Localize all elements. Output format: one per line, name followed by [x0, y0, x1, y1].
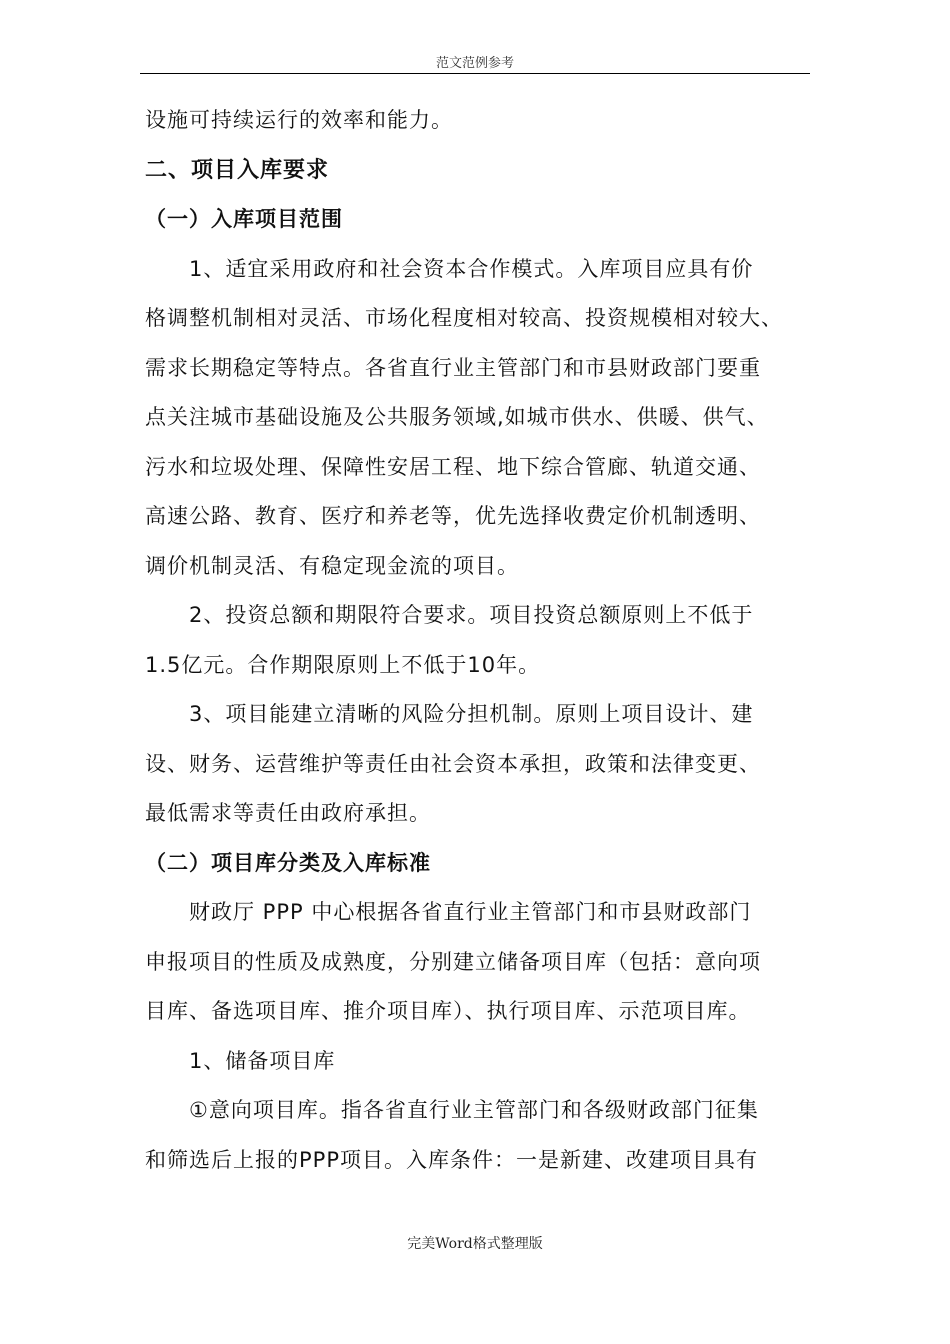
body-text-line: 最低需求等责任由政府承担。: [145, 801, 431, 825]
header-divider: [140, 73, 810, 74]
paragraph-first-line: ①意向项目库。指各省直行业主管部门和各级财政部门征集: [189, 1098, 759, 1122]
paragraph-first-line: 3、项目能建立清晰的风险分担机制。原则上项目设计、建: [189, 702, 754, 726]
paragraph-first-line: 2、投资总额和期限符合要求。项目投资总额原则上不低于: [189, 603, 754, 627]
body-text-line: 设施可持续运行的效率和能力。: [145, 108, 453, 132]
body-text-line: 设、财务、运营维护等责任由社会资本承担，政策和法律变更、: [145, 751, 761, 776]
document-body: [145, 96, 815, 1185]
body-text-line: 格调整机制相对灵活、市场化程度相对较高、投资规模相对较大、: [145, 306, 783, 330]
subsection-heading: （二）项目库分类及入库标准: [145, 850, 431, 875]
page-header: 范文范例参考: [435, 56, 514, 71]
subsection-heading: （一）入库项目范围: [145, 207, 343, 231]
body-text-line: 点关注城市基础设施及公共服务领域,如城市供水、供暖、供气、: [145, 405, 769, 429]
page-footer: 完美Word格式整理版: [407, 1236, 543, 1252]
body-text-line: 1.5亿元。合作期限原则上不低于10年。: [145, 652, 541, 677]
paragraph-first-line: 1、储备项目库: [189, 1048, 336, 1073]
body-text-line: 污水和垃圾处理、保障性安居工程、地下综合管廊、轨道交通、: [145, 454, 761, 479]
body-text-line: 高速公路、教育、医疗和养老等，优先选择收费定价机制透明、: [145, 504, 761, 528]
paragraph-first-line: 1、适宜采用政府和社会资本合作模式。入库项目应具有价: [189, 256, 754, 281]
paragraph-first-line: 财政厅 PPP 中心根据各省直行业主管部门和市县财政部门: [189, 900, 752, 924]
body-text-line: 目库、备选项目库、推介项目库）、执行项目库、示范项目库。: [145, 999, 751, 1023]
body-text-line: 和筛选后上报的PPP项目。入库条件：一是新建、改建项目具有: [145, 1147, 758, 1172]
body-text-line: 需求长期稳定等特点。各省直行业主管部门和市县财政部门要重: [145, 355, 761, 380]
section-heading: 二、项目入库要求: [145, 157, 330, 183]
body-text-line: 调价机制灵活、有稳定现金流的项目。: [145, 553, 519, 578]
body-text-line: 申报项目的性质及成熟度，分别建立储备项目库（包括：意向项: [145, 949, 761, 974]
